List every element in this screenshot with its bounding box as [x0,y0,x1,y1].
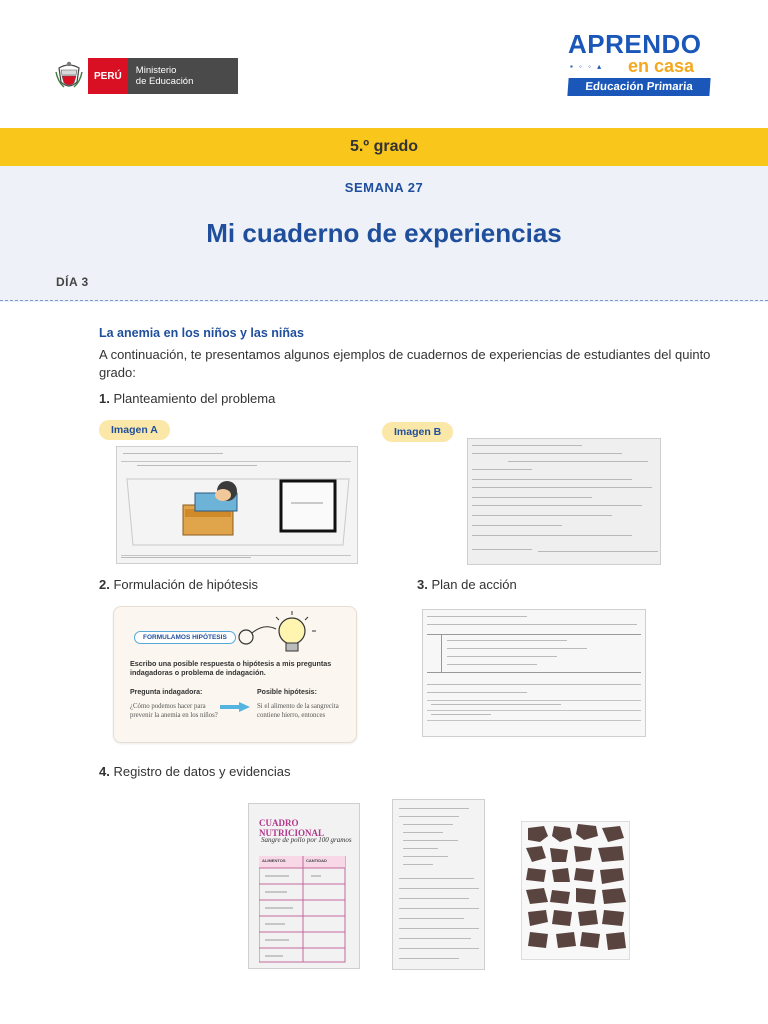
step-1-number: 1. [99,391,110,406]
peru-label: PERÚ [88,58,128,94]
section-title: La anemia en los niños y las niñas [99,326,304,340]
ministry-name [128,58,238,94]
dashed-divider [0,300,768,301]
intro-paragraph: A continuación, te presentamos algunos ejemplos de cuadernos de experiencias de estudiantes del quinto grado: [99,347,711,380]
nutrition-header-2: CANTIDAD [306,858,327,863]
step-3-label: Plan de acción [431,577,517,592]
hypothesis-label: Posible hipótesis: [257,689,317,696]
nutrition-table-photo [248,803,360,969]
nutrition-title: CUADRO NUTRICIONAL [259,818,325,838]
arrow-right-icon [220,702,250,712]
grade-label: 5.º grado [349,138,419,155]
step-1 [99,391,275,406]
grade-bar [0,128,768,166]
nutrition-header-1: ALIMENTOS [262,858,286,863]
ministry-logo [54,58,238,94]
evidence-shapes [522,822,630,960]
day-label: DÍA 3 [56,275,89,289]
step-2-label: Formulación de hipótesis [113,577,258,592]
image-a-photo [116,446,358,564]
step-4 [99,764,291,779]
brand-line-1: APRENDO [568,29,702,59]
brand-line-2: en casa [628,56,695,76]
hypothesis-pill: FORMULAMOS HIPÓTESIS [134,631,236,644]
aprendo-en-casa-logo [568,30,710,102]
image-b-photo [467,438,661,565]
ministry-line-2: de Educación [135,76,194,87]
step-3 [417,577,517,592]
ministry-line-1: Ministerio [135,65,177,76]
step-2-number: 2. [99,577,110,592]
image-a-tag: Imagen A [99,420,170,440]
step-2 [99,577,258,592]
image-b-tag: Imagen B [382,422,453,442]
national-seal-icon [54,59,84,93]
question-label: Pregunta indagadora: [130,689,203,696]
notebook-photo [392,799,485,970]
week-label: SEMANA 27 [344,180,424,195]
brand-banner: Educación Primaria [567,78,710,96]
step-3-number: 3. [417,577,428,592]
hypothesis-card [113,606,357,743]
hypothesis-text: Si el alimento de la sangrecita contiene hierro, entonces [257,703,339,719]
step-4-label: Registro de datos y evidencias [113,764,291,779]
step-1-label: Planteamiento del problema [113,391,276,406]
lightbulb-icon [232,609,322,657]
step-4-number: 4. [99,764,110,779]
desk-drawing-icon [123,471,353,551]
page-title: Mi cuaderno de experiencias [206,218,562,248]
nutrition-subtitle: Sangre de pollo por 100 gramos [261,836,352,844]
action-plan-photo [422,609,646,737]
hypothesis-description: Escribo una posible respuesta o hipótesis a mis preguntas indagadoras o problema de indagación. [130,659,332,677]
question-text: ¿Cómo podemos hacer para prevenir la anemia en los niños? [130,703,218,719]
nutrition-grid [259,856,347,964]
brand-dots-icon: ▪ ◦ ◦ ▴ [570,62,604,71]
evidence-photo [521,821,630,960]
